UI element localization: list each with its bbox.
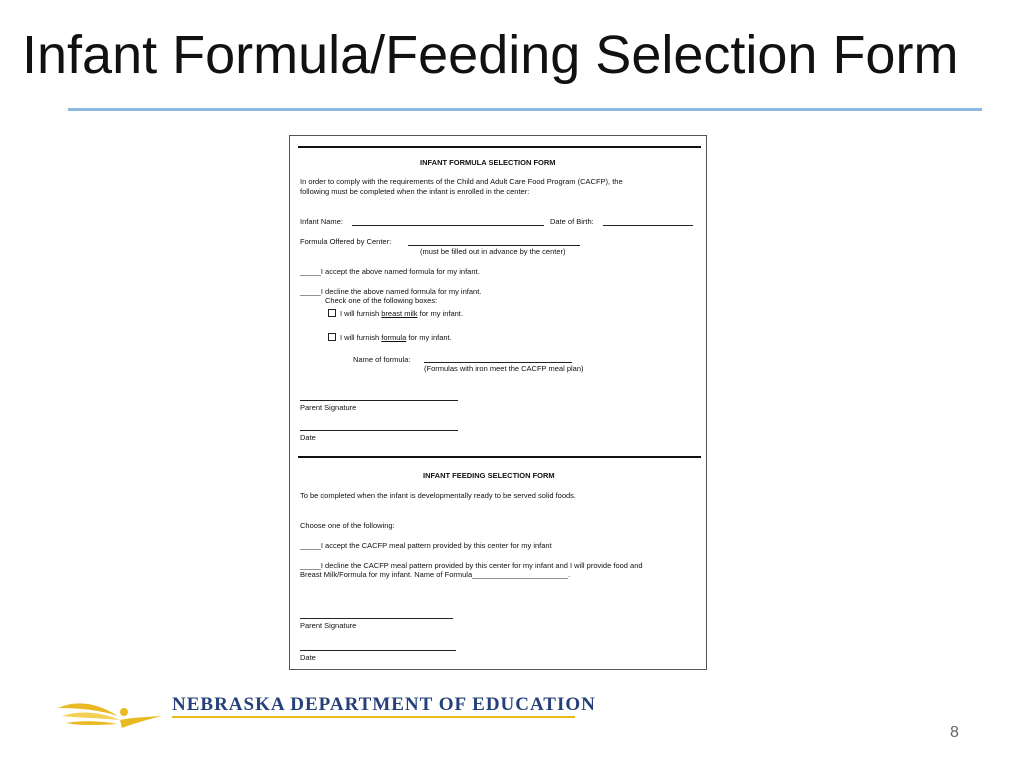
parent-signature-line: [300, 400, 458, 401]
infant-name-field: [352, 225, 544, 226]
decline-meal-pattern-line2: Breast Milk/Formula for my infant. Name of Formula_______________________.: [300, 570, 571, 579]
decline-meal-pattern-line1: _____I decline the CACFP meal pattern provided by this center for my infant and I will provide food and: [300, 561, 643, 570]
formula-offered-note: (must be filled out in advance by the center): [420, 247, 566, 256]
form1-intro-line1: In order to comply with the requirements of the Child and Adult Care Food Program (CACFP), the: [300, 177, 623, 186]
dob-label: Date of Birth:: [550, 217, 594, 226]
section-rule: [298, 456, 701, 458]
formula-iron-note: (Formulas with iron meet the CACFP meal plan): [424, 364, 584, 373]
parent-signature-line-2: [300, 618, 453, 619]
form-document: [289, 135, 707, 670]
formula-offered-label: Formula Offered by Center:: [300, 237, 392, 246]
accept-formula-line: _____I accept the above named formula for my infant.: [300, 267, 480, 276]
name-of-formula-label: Name of formula:: [353, 355, 411, 364]
top-rule: [298, 146, 701, 148]
parent-signature-label-2: Parent Signature: [300, 621, 357, 630]
checkbox-icon: [328, 309, 336, 317]
date-label-2: Date: [300, 653, 316, 662]
choose-one: Choose one of the following:: [300, 521, 395, 530]
infant-name-label: Infant Name:: [300, 217, 343, 226]
check-one-instruction: Check one of the following boxes:: [325, 296, 438, 305]
footer-organization: NEBRASKA DEPARTMENT OF EDUCATION: [172, 694, 596, 715]
decline-formula-line: _____I decline the above named formula for my infant.: [300, 287, 482, 296]
slide-title: Infant Formula/Feeding Selection Form: [22, 25, 959, 85]
nde-logo-icon: [56, 690, 166, 736]
name-of-formula-field: [424, 362, 572, 363]
page-number: 8: [950, 724, 959, 741]
date-label: Date: [300, 433, 316, 442]
date-line-2: [300, 650, 456, 651]
footer-accent-rule: [172, 716, 575, 718]
title-divider: [68, 108, 982, 111]
formula-offered-field: [408, 245, 580, 246]
form2-intro: To be completed when the infant is developmentally ready to be served solid foods.: [300, 491, 576, 500]
parent-signature-label: Parent Signature: [300, 403, 357, 412]
dob-field: [603, 225, 693, 226]
option-formula: I will furnish formula for my infant.: [328, 333, 452, 342]
date-line: [300, 430, 458, 431]
accept-meal-pattern-line: _____I accept the CACFP meal pattern provided by this center for my infant: [300, 541, 552, 550]
checkbox-icon: [328, 333, 336, 341]
form2-heading: INFANT FEEDING SELECTION FORM: [423, 471, 555, 480]
form1-intro-line2: following must be completed when the infant is enrolled in the center:: [300, 187, 530, 196]
form1-heading: INFANT FORMULA SELECTION FORM: [420, 158, 556, 167]
option-breast-milk: I will furnish breast milk for my infant.: [328, 309, 463, 318]
